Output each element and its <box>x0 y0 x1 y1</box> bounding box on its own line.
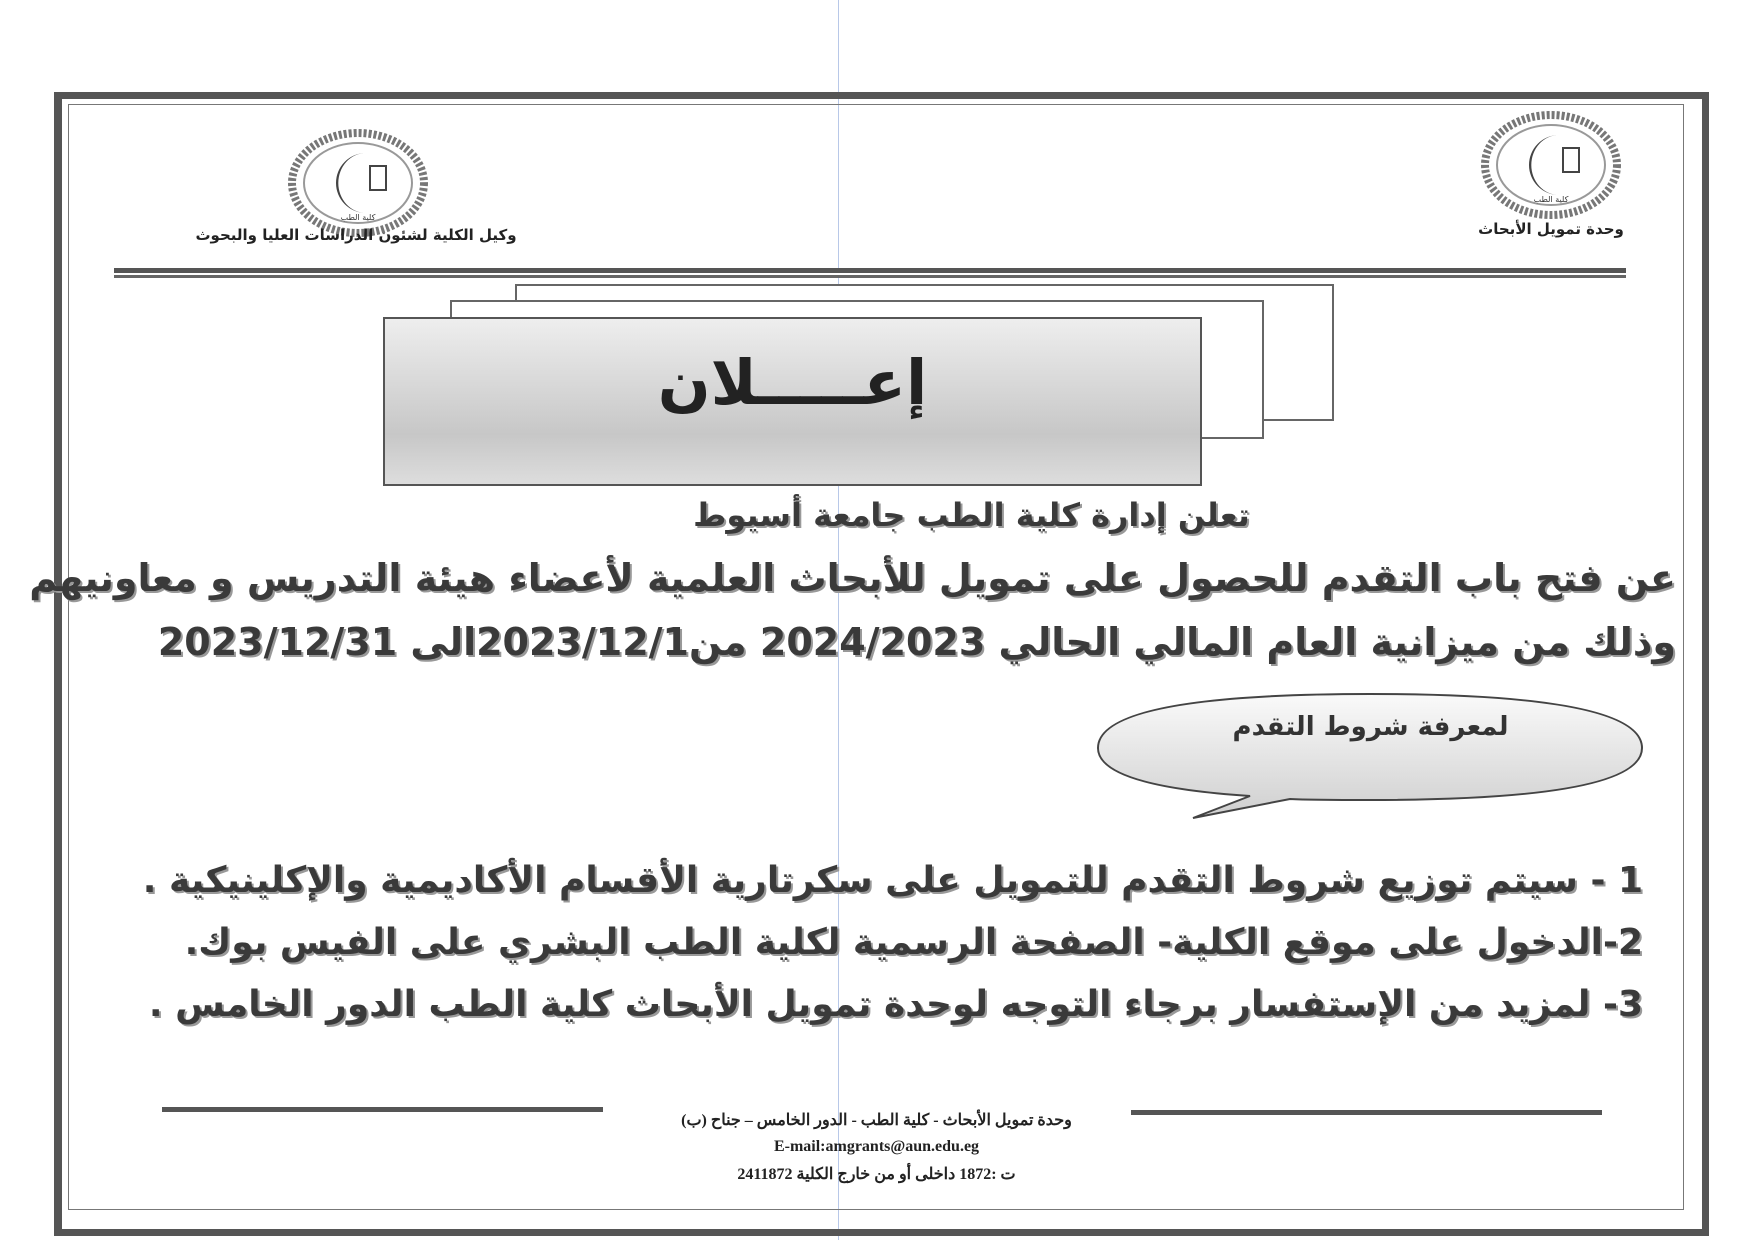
vice-dean-caption: وكيل الكلية لشئون الدراسات العليا والبحوث <box>195 226 517 244</box>
announcement-intro: تعلن إدارة كلية الطب جامعة أسيوط <box>693 496 1250 534</box>
callout-text: لمعرفة شروط التقدم <box>1232 712 1509 742</box>
list-item: 3- لمزيد من الإستفسار برجاء التوجه لوحدة تمويل الأبحاث كلية الطب الدور الخامس . <box>148 984 1643 1025</box>
list-item: 1 - سيتم توزيع شروط التقدم للتمويل على سكرتارية الأقسام الأكاديمية والإكلينيكية . <box>142 860 1643 901</box>
svg-text:كلية الطب: كلية الطب <box>340 213 376 222</box>
research-unit-caption: وحدة تمويل الأبحاث <box>1478 220 1624 238</box>
svg-text:كلية الطب: كلية الطب <box>1533 195 1569 204</box>
callout-bubble <box>1090 688 1650 828</box>
faculty-logo-left <box>288 128 428 238</box>
announcement-dates-line: وذلك من ميزانية العام المالي الحالي 2024/2023 من2023/12/1الى 2023/12/31 <box>157 620 1676 664</box>
footer-email: E-mail:amgrants@aun.edu.eg <box>773 1138 980 1155</box>
header-divider <box>114 268 1626 275</box>
footer-phone: ت :1872 داخلى أو من خارج الكلية 2411872 <box>737 1166 1016 1183</box>
announcement-body-line: عن فتح باب التقدم للحصول على تمويل للأبحاث العلمية لأعضاء هيئة التدريس و معاونيهم <box>29 556 1676 600</box>
list-item: 2-الدخول على موقع الكلية- الصفحة الرسمية لكلية الطب البشري على الفيس بوك. <box>184 922 1643 963</box>
footer-address: وحدة تمويل الأبحاث - كلية الطب - الدور الخامس – جناح (ب) <box>681 1112 1072 1129</box>
faculty-logo-right <box>1481 110 1621 220</box>
announcement-title: إعـــــلان <box>657 345 928 419</box>
